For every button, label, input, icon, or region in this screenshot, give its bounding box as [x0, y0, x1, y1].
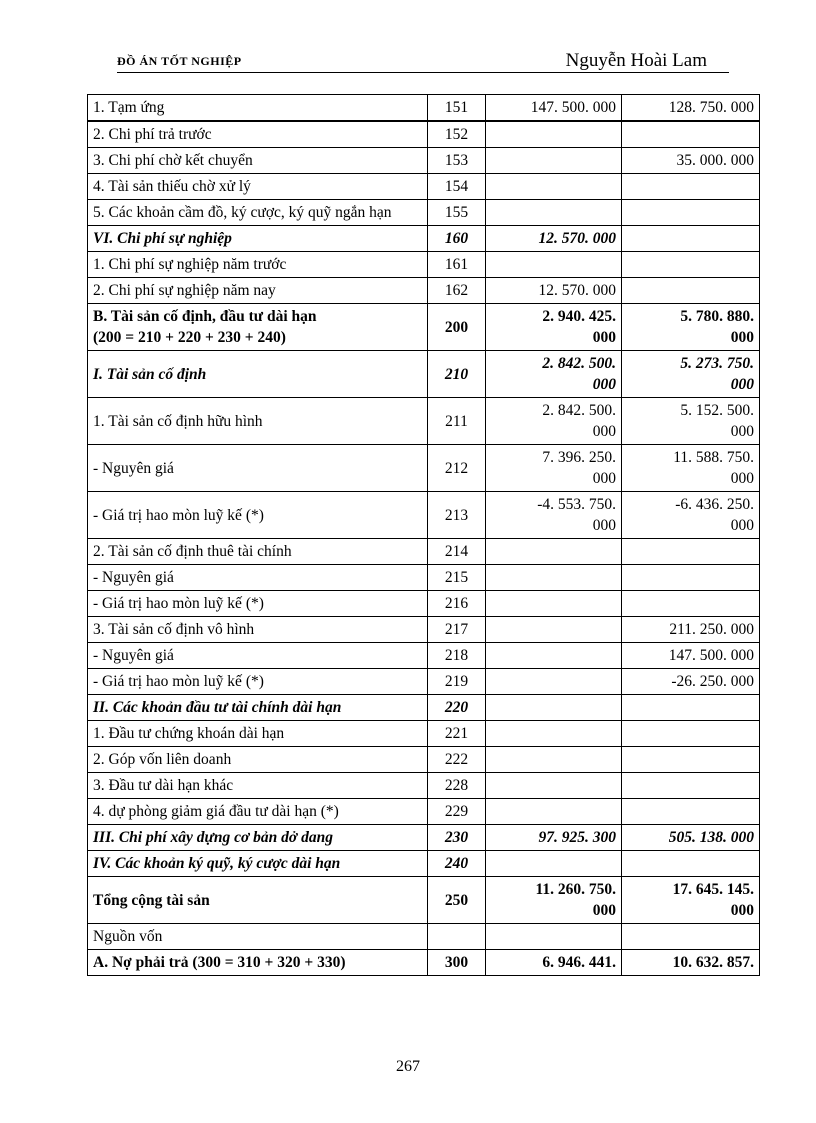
table-row [88, 617, 760, 643]
row-value-start [486, 591, 622, 617]
row-value-end: 211. 250. 000 [622, 617, 760, 643]
table-row [88, 492, 760, 539]
row-value-end [622, 721, 760, 747]
row-value-start [486, 643, 622, 669]
row-label: - Nguyên giá [88, 643, 428, 669]
row-value-start: 2. 842. 500. 000 [486, 398, 622, 445]
row-label: Nguồn vốn [88, 924, 428, 950]
row-code: 219 [428, 669, 486, 695]
row-label: - Giá trị hao mòn luỹ kế (*) [88, 492, 428, 539]
table-row [88, 591, 760, 617]
table-row [88, 695, 760, 721]
row-label: VI. Chi phí sự nghiệp [88, 226, 428, 252]
table-row [88, 121, 760, 148]
table-row [88, 799, 760, 825]
row-value-start [486, 851, 622, 877]
row-value-end [622, 252, 760, 278]
row-label: 2. Chi phí sự nghiệp năm nay [88, 278, 428, 304]
row-label: - Giá trị hao mòn luỹ kế (*) [88, 591, 428, 617]
row-value-start: 7. 396. 250. 000 [486, 445, 622, 492]
table-row [88, 643, 760, 669]
table-row [88, 565, 760, 591]
row-value-end [622, 565, 760, 591]
row-code: 213 [428, 492, 486, 539]
row-code: 214 [428, 539, 486, 565]
row-value-end [622, 591, 760, 617]
row-value-end [622, 773, 760, 799]
row-value-end [622, 851, 760, 877]
row-code: 221 [428, 721, 486, 747]
row-value-end [622, 695, 760, 721]
row-value-start: 6. 946. 441. [486, 950, 622, 976]
row-code: 155 [428, 200, 486, 226]
row-value-end: 5. 273. 750. 000 [622, 351, 760, 398]
row-value-start [486, 669, 622, 695]
row-label: - Giá trị hao mòn luỹ kế (*) [88, 669, 428, 695]
row-value-end: 5. 780. 880. 000 [622, 304, 760, 351]
row-code: 152 [428, 121, 486, 148]
row-value-start [486, 200, 622, 226]
row-label: - Nguyên giá [88, 445, 428, 492]
row-code: 218 [428, 643, 486, 669]
row-label: A. Nợ phải trả (300 = 310 + 320 + 330) [88, 950, 428, 976]
row-value-end [622, 747, 760, 773]
row-value-start [486, 565, 622, 591]
row-value-start [486, 773, 622, 799]
row-value-start [486, 747, 622, 773]
row-label: 4. Tài sản thiếu chờ xử lý [88, 174, 428, 200]
row-value-end [622, 226, 760, 252]
row-value-end: 10. 632. 857. [622, 950, 760, 976]
row-label: - Nguyên giá [88, 565, 428, 591]
table-row [88, 669, 760, 695]
row-value-end: -26. 250. 000 [622, 669, 760, 695]
row-value-end: -6. 436. 250. 000 [622, 492, 760, 539]
table-body [88, 95, 760, 976]
row-code: 151 [428, 95, 486, 122]
table-row [88, 773, 760, 799]
row-value-end: 147. 500. 000 [622, 643, 760, 669]
table-row [88, 148, 760, 174]
row-label: 1. Đầu tư chứng khoán dài hạn [88, 721, 428, 747]
page-number: 267 [396, 1058, 420, 1075]
row-value-end [622, 121, 760, 148]
row-value-start: 11. 260. 750. 000 [486, 877, 622, 924]
row-value-end: 17. 645. 145. 000 [622, 877, 760, 924]
row-label: 3. Chi phí chờ kết chuyển [88, 148, 428, 174]
table-row [88, 445, 760, 492]
row-code: 162 [428, 278, 486, 304]
table-row [88, 924, 760, 950]
row-value-start: 147. 500. 000 [486, 95, 622, 122]
row-label: 4. dự phòng giảm giá đầu tư dài hạn (*) [88, 799, 428, 825]
row-value-end: 5. 152. 500. 000 [622, 398, 760, 445]
row-code: 161 [428, 252, 486, 278]
row-label: 2. Chi phí trả trước [88, 121, 428, 148]
row-value-start [486, 252, 622, 278]
row-value-start [486, 121, 622, 148]
row-label: 2. Tài sản cố định thuê tài chính [88, 539, 428, 565]
row-value-start [486, 721, 622, 747]
table-row [88, 351, 760, 398]
row-value-end [622, 200, 760, 226]
table-row [88, 226, 760, 252]
row-value-start [486, 924, 622, 950]
table-row [88, 252, 760, 278]
row-code: 228 [428, 773, 486, 799]
row-value-end [622, 799, 760, 825]
table-row [88, 398, 760, 445]
row-value-start: 2. 842. 500. 000 [486, 351, 622, 398]
document-title: ĐỒ ÁN TỐT NGHIỆP [117, 54, 242, 68]
table-row [88, 721, 760, 747]
table-row [88, 304, 760, 351]
row-value-start: 12. 570. 000 [486, 226, 622, 252]
row-value-end [622, 539, 760, 565]
table-row [88, 877, 760, 924]
row-value-end: 11. 588. 750. 000 [622, 445, 760, 492]
row-label: 1. Tạm ứng [88, 95, 428, 122]
row-value-start [486, 617, 622, 643]
table-row [88, 174, 760, 200]
row-code: 216 [428, 591, 486, 617]
row-code: 230 [428, 825, 486, 851]
table-row [88, 747, 760, 773]
row-code: 222 [428, 747, 486, 773]
row-code: 210 [428, 351, 486, 398]
row-label: I. Tài sản cố định [88, 351, 428, 398]
row-code: 200 [428, 304, 486, 351]
row-code: 211 [428, 398, 486, 445]
row-value-end [622, 174, 760, 200]
table-row [88, 851, 760, 877]
table-row [88, 539, 760, 565]
row-label: Tổng cộng tài sản [88, 877, 428, 924]
row-code: 153 [428, 148, 486, 174]
row-value-start [486, 799, 622, 825]
row-value-end: 35. 000. 000 [622, 148, 760, 174]
row-label: 1. Chi phí sự nghiệp năm trước [88, 252, 428, 278]
table-row [88, 950, 760, 976]
row-value-start [486, 695, 622, 721]
row-value-end: 505. 138. 000 [622, 825, 760, 851]
table-row [88, 278, 760, 304]
balance-sheet-table [87, 94, 760, 976]
row-label: III. Chi phí xây dựng cơ bản dở dang [88, 825, 428, 851]
table-row [88, 825, 760, 851]
page-header [117, 48, 729, 73]
row-label: 5. Các khoản cầm đồ, ký cược, ký quỹ ngắn hạn [88, 200, 428, 226]
row-label: II. Các khoản đầu tư tài chính dài hạn [88, 695, 428, 721]
row-label: 2. Góp vốn liên doanh [88, 747, 428, 773]
row-value-start: 97. 925. 300 [486, 825, 622, 851]
row-code: 212 [428, 445, 486, 492]
row-code [428, 924, 486, 950]
row-code: 217 [428, 617, 486, 643]
row-value-start [486, 148, 622, 174]
row-value-start [486, 539, 622, 565]
row-label: 3. Tài sản cố định vô hình [88, 617, 428, 643]
row-code: 160 [428, 226, 486, 252]
row-value-start: 12. 570. 000 [486, 278, 622, 304]
row-label: IV. Các khoản ký quỹ, ký cược dài hạn [88, 851, 428, 877]
row-value-start: -4. 553. 750. 000 [486, 492, 622, 539]
table-row [88, 200, 760, 226]
row-value-start: 2. 940. 425. 000 [486, 304, 622, 351]
row-value-end [622, 924, 760, 950]
row-label: 3. Đầu tư dài hạn khác [88, 773, 428, 799]
table-row [88, 95, 760, 122]
row-value-end [622, 278, 760, 304]
row-label: 1. Tài sản cố định hữu hình [88, 398, 428, 445]
row-code: 229 [428, 799, 486, 825]
author-name: Nguyễn Hoài Lam [565, 50, 707, 71]
row-code: 154 [428, 174, 486, 200]
row-code: 220 [428, 695, 486, 721]
row-code: 250 [428, 877, 486, 924]
row-code: 240 [428, 851, 486, 877]
row-label: B. Tài sản cố định, đầu tư dài hạn (200 = 210 + 220 + 230 + 240) [88, 304, 428, 351]
row-code: 300 [428, 950, 486, 976]
row-code: 215 [428, 565, 486, 591]
row-value-end: 128. 750. 000 [622, 95, 760, 122]
row-value-start [486, 174, 622, 200]
